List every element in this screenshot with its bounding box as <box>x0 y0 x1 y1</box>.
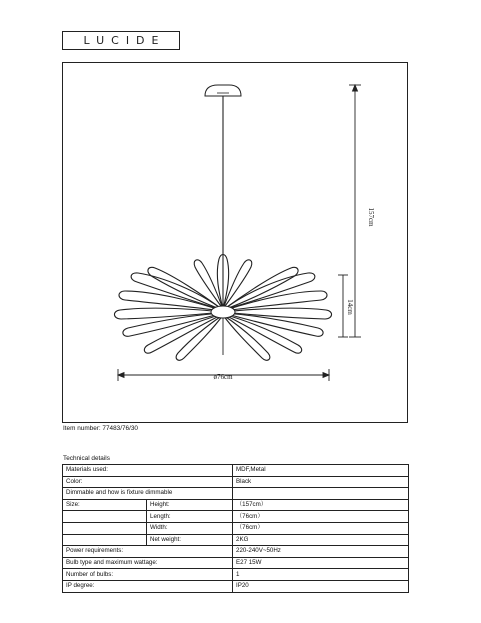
spec-value: MDF,Metal <box>233 465 409 477</box>
height-dimension-label: 157cm <box>367 207 375 227</box>
shade-height-dimension-label: 14cm <box>346 299 354 315</box>
product-drawing-frame <box>62 62 408 423</box>
spec-value <box>233 488 409 500</box>
spec-label <box>63 511 147 523</box>
brand-logo-text: LUCIDE <box>83 34 166 47</box>
spec-label: Number of bulbs: <box>63 569 233 581</box>
spec-label: Dimmable and how is fixture dimmable <box>63 488 233 500</box>
brand-logo <box>62 31 180 50</box>
pendant-lamp-drawing <box>63 63 409 424</box>
spec-label: Materials used: <box>63 465 233 477</box>
spec-value: Black <box>233 476 409 488</box>
spec-label: Bulb type and maximum wattage: <box>63 557 233 569</box>
spec-sublabel: Length: <box>147 511 233 523</box>
spec-row <box>63 511 409 523</box>
spec-label: Size: <box>63 499 147 511</box>
diameter-dimension-label: ø76cm <box>213 373 233 381</box>
spec-value: （76cm） <box>233 522 409 534</box>
ceiling-canopy <box>205 85 241 96</box>
spec-label <box>63 534 147 546</box>
spec-row <box>63 546 409 558</box>
spec-row <box>63 488 409 500</box>
spec-row <box>63 476 409 488</box>
spec-value: E27 15W <box>233 557 409 569</box>
spec-value: （76cm） <box>233 511 409 523</box>
spec-value: （157cm） <box>233 499 409 511</box>
spec-sublabel: Width: <box>147 522 233 534</box>
spec-row <box>63 499 409 511</box>
lamp-center <box>211 306 235 318</box>
spec-row <box>63 569 409 581</box>
spec-sublabel: Net weight: <box>147 534 233 546</box>
spec-value: IP20 <box>233 580 409 592</box>
technical-details-title: Technical details <box>63 455 110 462</box>
spec-value: 1 <box>233 569 409 581</box>
spec-label <box>63 522 147 534</box>
spec-row <box>63 534 409 546</box>
technical-details-table <box>62 464 409 593</box>
spec-row <box>63 522 409 534</box>
spec-value: 2KG <box>233 534 409 546</box>
spec-sublabel: Height: <box>147 499 233 511</box>
item-number: Item number: 77483/76/30 <box>63 425 138 432</box>
spec-label: IP degree: <box>63 580 233 592</box>
spec-row <box>63 465 409 477</box>
spec-label: Power requirements: <box>63 546 233 558</box>
spec-value: 220-240V~50Hz <box>233 546 409 558</box>
spec-row <box>63 580 409 592</box>
spec-row <box>63 557 409 569</box>
spec-label: Color: <box>63 476 233 488</box>
